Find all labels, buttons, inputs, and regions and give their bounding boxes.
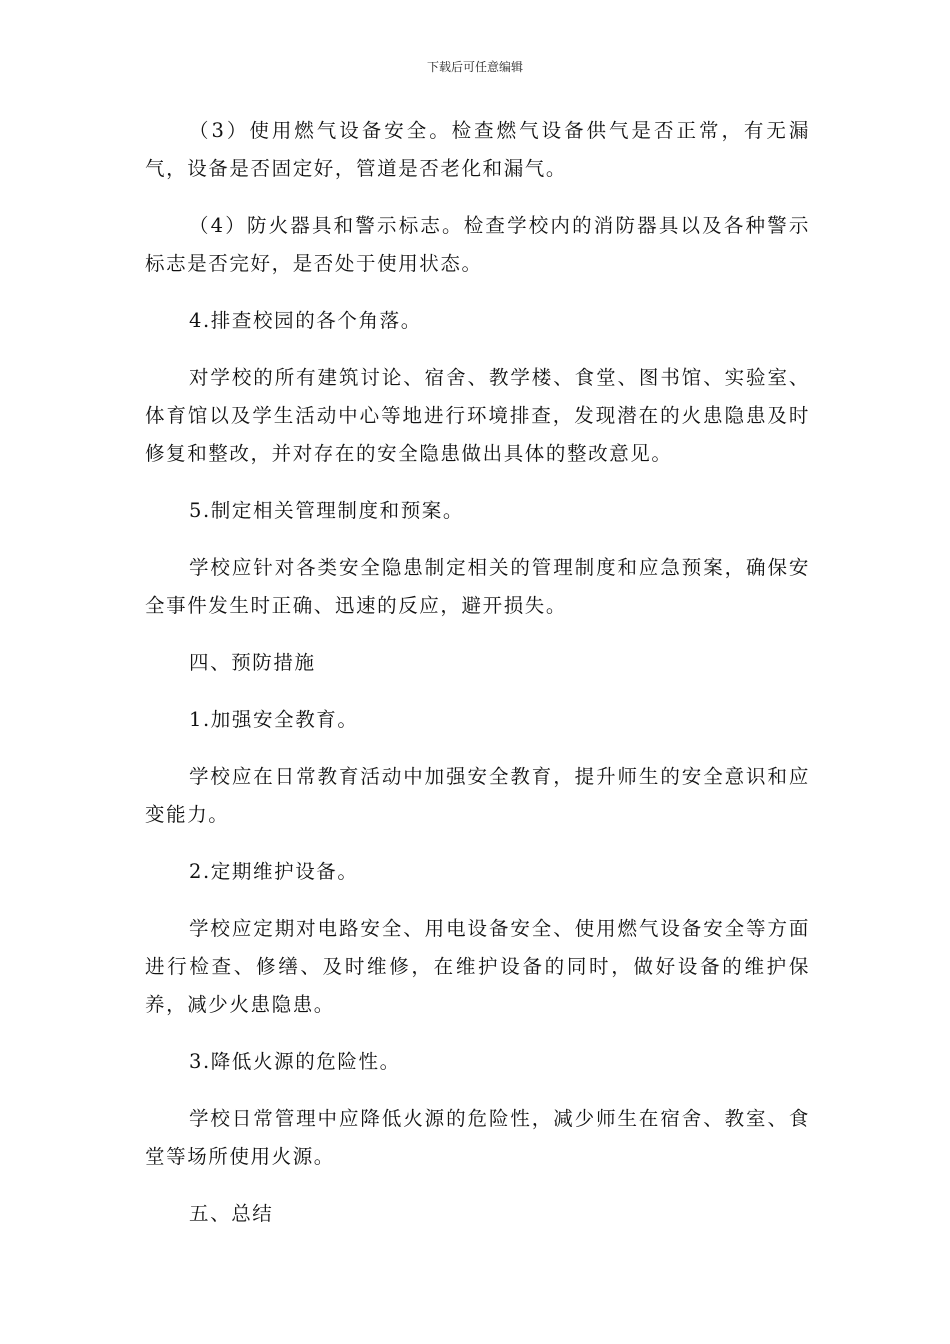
paragraph-safety-education: 学校应在日常教育活动中加强安全教育，提升师生的安全意识和应变能力。 [145,765,810,826]
document-body [145,112,810,1252]
paragraph-reduce-fire-risk: 学校日常管理中应降低火源的危险性，减少师生在宿舍、教室、食堂等场所使用火源。 [145,1107,810,1168]
subheading-safety-education: 1.加强安全教育。 [189,708,359,731]
paragraph-management-system: 学校应针对各类安全隐患制定相关的管理制度和应急预案，确保安全事件发生时正确、迅速的反应，避开损失。 [145,556,810,617]
subheading-inspect-campus: 4.排查校园的各个角落。 [189,309,422,332]
subheading-reduce-fire-risk: 3.降低火源的危险性。 [189,1050,401,1073]
page-header: 下载后可任意编辑 [426,60,523,74]
paragraph-gas-equipment: （3）使用燃气设备安全。检查燃气设备供气是否正常，有无漏气，设备是否固定好，管道是否老化和漏气。 [145,119,810,180]
paragraph-inspect-campus: 对学校的所有建筑讨论、宿舍、教学楼、食堂、图书馆、实验室、体育馆以及学生活动中心等地进行环境排查，发现潜在的火患隐患及时修复和整改，并对存在的安全隐患做出具体的整改意见。 [145,366,810,465]
section-heading-prevention: 四、预防措施 [189,651,316,674]
paragraph-maintain-equipment: 学校应定期对电路安全、用电设备安全、使用燃气设备安全等方面进行检查、修缮、及时维修，在维护设备的同时，做好设备的维护保养，减少火患隐患。 [145,917,810,1016]
paragraph-fire-equipment: （4）防火器具和警示标志。检查学校内的消防器具以及各种警示标志是否完好，是否处于使用状态。 [145,214,810,275]
subheading-maintain-equipment: 2.定期维护设备。 [189,860,359,883]
subheading-management-system: 5.制定相关管理制度和预案。 [189,499,465,522]
section-heading-summary: 五、总结 [189,1202,274,1225]
